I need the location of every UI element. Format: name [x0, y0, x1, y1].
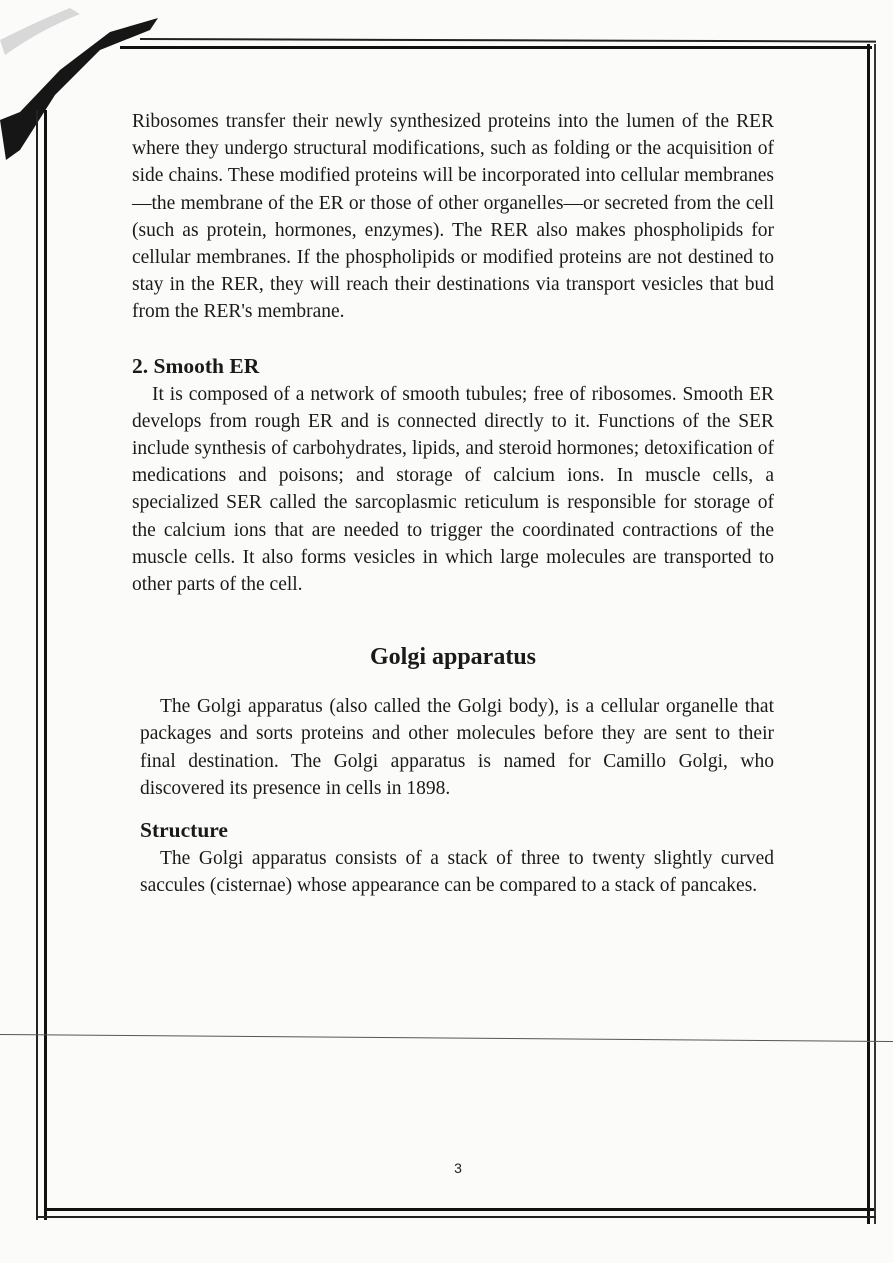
page-number: 3 — [454, 1160, 462, 1176]
page-content — [132, 108, 774, 899]
page-border-right-inner — [867, 44, 870, 1224]
paragraph-rer: Ribosomes transfer their newly synthesized proteins into the lumen of the RER where they undergo structural modifications, such as folding or the acquisition of side chains. These modified proteins will be incorporated into cellular membranes—the membrane of the ER or those of other organelles—or secreted from the cell (such as protein, hormones, enzymes). The RER also makes phospholipids for cellular membranes. If the phospholipids or modified proteins are not destined to stay in the RER, they will reach their destinations via transport vesicles that bud from the RER's membrane. — [132, 111, 774, 323]
page-border-bottom-inner — [44, 1208, 874, 1211]
page-border-left-outer — [36, 110, 38, 1220]
page-border-top-outer — [140, 38, 876, 43]
page-border-left-inner — [44, 110, 47, 1220]
heading-smooth-er: 2. Smooth ER — [132, 353, 260, 378]
heading-golgi-apparatus: Golgi apparatus — [369, 644, 537, 671]
paragraph-structure: The Golgi apparatus consists of a stack of three to twenty slightly curved saccules (cisternae) whose appearance can be compared to a stack of pancakes. — [140, 848, 774, 897]
paragraph-smooth-er: It is composed of a network of smooth tubules; free of ribosomes. Smooth ER develops from rough ER and is connected directly to it. Functions of the SER include synthesis of carbohydrates, lipids, and steroid hormones; detoxification of medications and poisons; and storage of calcium ions. In muscle cells, a specialized SER called the sarcoplasmic reticulum is responsible for storage of the calcium ions that are needed to trigger the coordinated contractions of the muscle cells. It also forms vesicles in which large molecules are transported to other parts of the cell. — [132, 383, 774, 596]
heading-structure: Structure — [140, 818, 228, 843]
page-border-right-outer — [874, 44, 876, 1224]
scan-fold-line — [0, 1034, 893, 1042]
paragraph-golgi: The Golgi apparatus (also called the Golgi body), is a cellular organelle that packages and sorts proteins and other molecules before they are sent to their final destination. The Golgi apparatus is named for Camillo Golgi, who discovered its presence in cells in 1898. — [140, 696, 774, 799]
page-border-top-inner — [120, 46, 872, 49]
page-border-bottom-outer — [36, 1216, 876, 1218]
